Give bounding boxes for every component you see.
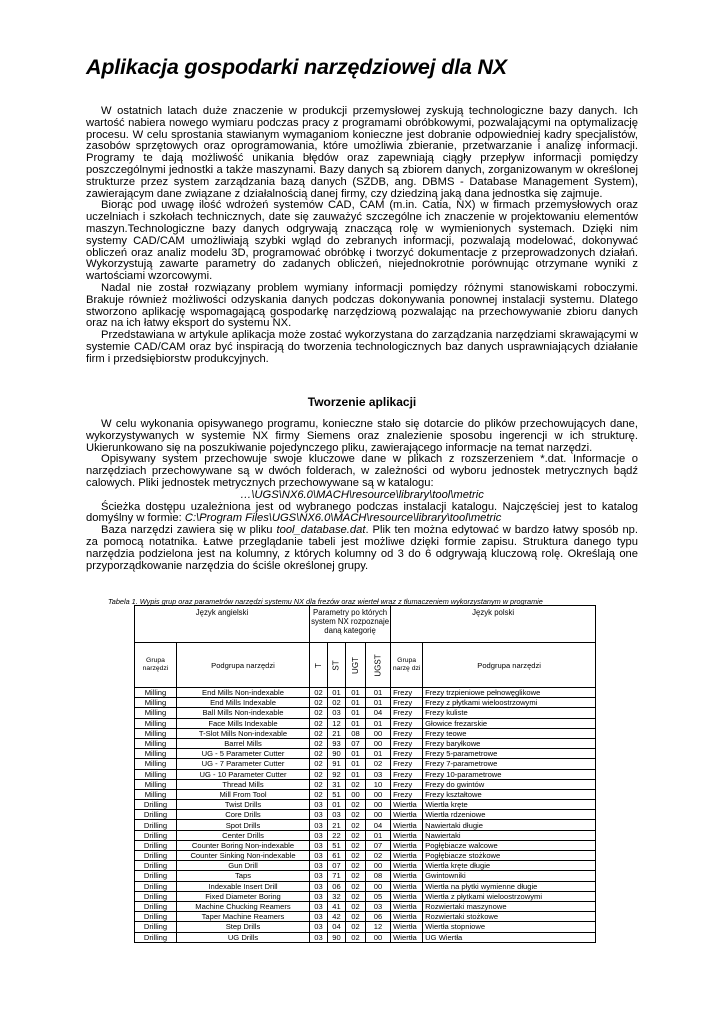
- cell-ugt: 01: [346, 769, 366, 779]
- cell-group-pl: Frezy: [391, 718, 423, 728]
- cell-ugt: 02: [346, 871, 366, 881]
- paragraph-4-text-a: Baza narzędzi zawiera się w pliku: [101, 524, 277, 537]
- table-row: [135, 688, 596, 698]
- cell-subgroup-pl: Rozwiertaki maszynowe: [423, 901, 596, 911]
- cell-t: 03: [310, 891, 328, 901]
- cell-group-pl: Wiertła: [391, 912, 423, 922]
- cell-subgroup-en: Mill From Tool: [177, 789, 310, 799]
- cell-ugst: 02: [365, 759, 390, 769]
- cell-t: 03: [310, 871, 328, 881]
- cell-ugt: 01: [346, 759, 366, 769]
- col-t: [310, 643, 328, 688]
- cell-subgroup-en: Indexable Insert Drill: [177, 881, 310, 891]
- cell-subgroup-en: Core Drills: [177, 810, 310, 820]
- cell-subgroup-en: UG - 7 Parameter Cutter: [177, 759, 310, 769]
- cell-group-pl: Frezy: [391, 708, 423, 718]
- cell-group-en: Milling: [135, 698, 177, 708]
- table-row: [135, 861, 596, 871]
- cell-subgroup-pl: Frezy trzpieniowe pełnowęglikowe: [423, 688, 596, 698]
- cell-subgroup-en: Spot Drills: [177, 820, 310, 830]
- cell-ugst: 02: [365, 851, 390, 861]
- cell-ugst: 00: [365, 738, 390, 748]
- cell-ugst: 01: [365, 830, 390, 840]
- cell-group-en: Milling: [135, 749, 177, 759]
- cell-ugt: 02: [346, 810, 366, 820]
- cell-group-pl: Wiertła: [391, 891, 423, 901]
- table-row: [135, 840, 596, 850]
- intro-paragraph-4: Przedstawiana w artykule aplikacja może zostać wykorzystana do zarządzania narzędziami skrawającymi w systemie CAD/CAM oraz być inspiracją do tworzenia technologicznych baz danych usprawniających działanie firm i przedsiębiorstw produkcyjnych.: [86, 329, 638, 365]
- tools-table: [134, 605, 596, 943]
- cell-st: 61: [328, 851, 346, 861]
- cell-t: 02: [310, 769, 328, 779]
- cell-st: 42: [328, 912, 346, 922]
- cell-subgroup-en: Barrel Mills: [177, 738, 310, 748]
- cell-subgroup-en: Taps: [177, 871, 310, 881]
- cell-ugt: 01: [346, 749, 366, 759]
- cell-ugst: 00: [365, 810, 390, 820]
- col-ugt: [346, 643, 366, 688]
- cell-subgroup-en: UG - 5 Parameter Cutter: [177, 749, 310, 759]
- cell-subgroup-en: Taper Machine Reamers: [177, 912, 310, 922]
- cell-subgroup-en: Ball Mills Non-indexable: [177, 708, 310, 718]
- intro-paragraph-1: W ostatnich latach duże znaczenie w produkcji przemysłowej zyskują technologiczne bazy danych. Ich wartość nabiera nowego wymiaru podczas pracy z programami obróbkowymi, pozwalającymi na optymalizację procesu. W celu sprostania stawianym wymaganiom konieczne jest dobranie odpowiedniej kadry specjalistów, zasobów sprzętowych oraz oprogramowania, które umożliwia zbieranie, przetwarzanie i analizę informacji. Programy te dają możliwość unikania błędów oraz zapewniają ciągły przepływ informacji pomiędzy poszczególnymi jednostki a także maszynami. Bazy danych są zbiorem danych, zorganizowanym w określonej strukturze przez system zarządzania bazą danych (SZDB, ang. DBMS - Database Management System), zawierającym dane związane z działalnością danej firmy, czy dziedziną jaką dana jednostka się zajmuje.: [86, 105, 638, 200]
- intro-paragraph-3: Nadal nie został rozwiązany problem wymiany informacji pomiędzy różnymi stanowiskami roboczymi. Brakuje również możliwości odzyskania danych podczas dokonywania ponownej instalacji systemu. Dlatego stworzono aplikację wspomagającą gospodarkę narzędziową pozwalając na przechowywanie zbioru danych oraz na ich łatwy eksport do systemu NX.: [86, 281, 638, 330]
- cell-subgroup-en: Counter Sinking Non-indexable: [177, 851, 310, 861]
- cell-group-pl: Wiertła: [391, 922, 423, 932]
- cell-st: 41: [328, 901, 346, 911]
- cell-ugt: 00: [346, 789, 366, 799]
- cell-st: 12: [328, 718, 346, 728]
- table-header-row-1: [135, 606, 596, 643]
- cell-subgroup-pl: Frezy 10-parametrowe: [423, 769, 596, 779]
- cell-subgroup-pl: Nawiertaki: [423, 830, 596, 840]
- table-row: [135, 881, 596, 891]
- cell-st: 92: [328, 769, 346, 779]
- cell-group-en: Milling: [135, 779, 177, 789]
- cell-subgroup-en: Thread Mills: [177, 779, 310, 789]
- section-paragraph-4: [86, 525, 638, 572]
- cell-t: 02: [310, 759, 328, 769]
- cell-t: 03: [310, 851, 328, 861]
- cell-ugst: 01: [365, 688, 390, 698]
- cell-st: 07: [328, 861, 346, 871]
- cell-group-en: Milling: [135, 688, 177, 698]
- cell-ugt: 02: [346, 800, 366, 810]
- table-row: [135, 698, 596, 708]
- cell-subgroup-en: T-Slot Mills Non-indexable: [177, 728, 310, 738]
- cell-ugst: 03: [365, 769, 390, 779]
- cell-t: 03: [310, 881, 328, 891]
- cell-group-pl: Frezy: [391, 779, 423, 789]
- table-row: [135, 800, 596, 810]
- cell-subgroup-pl: Frezy 7-parametrowe: [423, 759, 596, 769]
- cell-group-en: Milling: [135, 708, 177, 718]
- table-row: [135, 769, 596, 779]
- cell-ugt: 02: [346, 830, 366, 840]
- cell-group-pl: Frezy: [391, 769, 423, 779]
- table-row: [135, 738, 596, 748]
- cell-group-pl: Wiertła: [391, 800, 423, 810]
- cell-group-en: Drilling: [135, 851, 177, 861]
- table-header-row-2: [135, 643, 596, 688]
- cell-t: 03: [310, 810, 328, 820]
- cell-ugt: 01: [346, 718, 366, 728]
- cell-t: 03: [310, 932, 328, 942]
- cell-group-en: Milling: [135, 769, 177, 779]
- cell-t: 02: [310, 749, 328, 759]
- cell-ugt: 02: [346, 922, 366, 932]
- cell-st: 31: [328, 779, 346, 789]
- cell-subgroup-pl: Frezy 5-parametrowe: [423, 749, 596, 759]
- cell-ugt: 08: [346, 728, 366, 738]
- cell-subgroup-pl: Pogłębiacze walcowe: [423, 840, 596, 850]
- cell-group-en: Drilling: [135, 922, 177, 932]
- header-polish: Język polski: [391, 606, 596, 643]
- cell-group-pl: Frezy: [391, 688, 423, 698]
- table-row: [135, 932, 596, 942]
- cell-ugst: 01: [365, 718, 390, 728]
- cell-subgroup-pl: Frezy z płytkami wieloostrzowymi: [423, 698, 596, 708]
- table-row: [135, 891, 596, 901]
- cell-subgroup-en: Gun Drill: [177, 861, 310, 871]
- cell-group-en: Drilling: [135, 810, 177, 820]
- cell-ugt: 02: [346, 932, 366, 942]
- cell-subgroup-en: Face Mills Indexable: [177, 718, 310, 728]
- col-subgroup-pl: Podgrupa narzędzi: [423, 643, 596, 688]
- cell-t: 02: [310, 698, 328, 708]
- cell-group-en: Drilling: [135, 901, 177, 911]
- paragraph-3-text: Ścieżka dostępu uzależniona jest od wybranego podczas instalacji katalogu. Najczęściej jest to katalog domyślny w formie:: [86, 500, 638, 525]
- cell-t: 02: [310, 688, 328, 698]
- col-ugst-label: UGST: [373, 653, 383, 677]
- table-row: [135, 779, 596, 789]
- cell-ugt: 07: [346, 738, 366, 748]
- cell-group-pl: Wiertła: [391, 810, 423, 820]
- table-row: [135, 708, 596, 718]
- cell-st: 03: [328, 708, 346, 718]
- cell-group-en: Drilling: [135, 820, 177, 830]
- section-paragraph-3: [86, 502, 638, 526]
- table-row: [135, 728, 596, 738]
- cell-group-pl: Wiertła: [391, 901, 423, 911]
- cell-t: 02: [310, 779, 328, 789]
- tools-table-body: [135, 688, 596, 943]
- cell-ugst: 10: [365, 779, 390, 789]
- table-row: [135, 749, 596, 759]
- cell-st: 06: [328, 881, 346, 891]
- col-ugt-label: UGT: [350, 656, 360, 674]
- cell-t: 02: [310, 728, 328, 738]
- cell-ugt: 01: [346, 708, 366, 718]
- cell-subgroup-en: Machine Chucking Reamers: [177, 901, 310, 911]
- cell-group-en: Drilling: [135, 891, 177, 901]
- cell-ugst: 12: [365, 922, 390, 932]
- cell-group-en: Drilling: [135, 840, 177, 850]
- cell-subgroup-pl: Frezy baryłkowe: [423, 738, 596, 748]
- cell-ugst: 06: [365, 912, 390, 922]
- cell-st: 21: [328, 728, 346, 738]
- col-group-en: Grupa narzędzi: [135, 643, 177, 688]
- cell-st: 93: [328, 738, 346, 748]
- cell-group-pl: Frezy: [391, 698, 423, 708]
- metric-path-text: …\UGS\NX6.0\MACH\resource\library\tool\metric: [240, 488, 484, 501]
- cell-t: 03: [310, 901, 328, 911]
- cell-group-en: Drilling: [135, 912, 177, 922]
- cell-group-en: Milling: [135, 738, 177, 748]
- cell-ugst: 07: [365, 840, 390, 850]
- cell-ugst: 00: [365, 789, 390, 799]
- table-row: [135, 871, 596, 881]
- cell-group-pl: Frezy: [391, 738, 423, 748]
- cell-group-en: Milling: [135, 789, 177, 799]
- cell-subgroup-en: End Mills Indexable: [177, 698, 310, 708]
- cell-ugt: 01: [346, 688, 366, 698]
- cell-subgroup-pl: Wiertła z płytkami wieloostrzowymi: [423, 891, 596, 901]
- cell-ugt: 02: [346, 851, 366, 861]
- cell-st: 32: [328, 891, 346, 901]
- cell-group-pl: Wiertła: [391, 840, 423, 850]
- cell-subgroup-pl: Głowice frezarskie: [423, 718, 596, 728]
- cell-group-pl: Wiertła: [391, 881, 423, 891]
- cell-t: 03: [310, 922, 328, 932]
- cell-st: 02: [328, 698, 346, 708]
- cell-t: 03: [310, 861, 328, 871]
- cell-subgroup-pl: UG Wiertła: [423, 932, 596, 942]
- cell-t: 03: [310, 912, 328, 922]
- cell-ugt: 01: [346, 698, 366, 708]
- cell-subgroup-pl: Frezy teowe: [423, 728, 596, 738]
- paragraph-4-text-b: . Plik ten można edytować w bardzo łatwy sposób np. za pomocą notatnika. Łatwe przeglądanie tabeli jest możliwe dzięki formie zapisu. Struktura danego typu narzędzia podzielona jest na kolumny, z których kolumny od 3 do 6 odgrywają kluczową rolę. Określają one przyporządkowanie narzędzia do ściśle określonej grupy.: [86, 524, 639, 572]
- cell-group-pl: Wiertła: [391, 820, 423, 830]
- section-heading: Tworzenie aplikacji: [307, 395, 417, 409]
- cell-subgroup-pl: Wiertła na płytki wymienne długie: [423, 881, 596, 891]
- cell-group-en: Milling: [135, 728, 177, 738]
- cell-subgroup-en: UG Drills: [177, 932, 310, 942]
- cell-group-pl: Frezy: [391, 789, 423, 799]
- cell-ugst: 00: [365, 728, 390, 738]
- cell-subgroup-pl: Frezy kształtowe: [423, 789, 596, 799]
- cell-ugst: 08: [365, 871, 390, 881]
- cell-t: 02: [310, 789, 328, 799]
- cell-group-en: Drilling: [135, 932, 177, 942]
- cell-group-pl: Wiertła: [391, 932, 423, 942]
- database-filename: tool_database.dat: [276, 524, 366, 537]
- table-row: [135, 810, 596, 820]
- cell-group-en: Milling: [135, 718, 177, 728]
- cell-st: 04: [328, 922, 346, 932]
- cell-subgroup-en: Twist Drills: [177, 800, 310, 810]
- cell-subgroup-pl: Wiertła rdzeniowe: [423, 810, 596, 820]
- cell-ugst: 01: [365, 749, 390, 759]
- table-row: [135, 718, 596, 728]
- cell-ugst: 00: [365, 800, 390, 810]
- cell-ugt: 02: [346, 820, 366, 830]
- cell-subgroup-en: Counter Boring Non-indexable: [177, 840, 310, 850]
- table-row: [135, 830, 596, 840]
- cell-st: 21: [328, 820, 346, 830]
- cell-st: 51: [328, 840, 346, 850]
- page-title: Aplikacja gospodarki narzędziowej dla NX: [86, 55, 507, 79]
- col-group-pl: Grupa narzę dzi: [391, 643, 423, 688]
- cell-ugt: 02: [346, 861, 366, 871]
- cell-t: 02: [310, 708, 328, 718]
- cell-group-en: Drilling: [135, 830, 177, 840]
- cell-t: 02: [310, 718, 328, 728]
- cell-t: 03: [310, 830, 328, 840]
- cell-st: 01: [328, 688, 346, 698]
- intro-section: [86, 106, 638, 366]
- cell-group-en: Drilling: [135, 800, 177, 810]
- table-row: [135, 820, 596, 830]
- cell-ugst: 04: [365, 820, 390, 830]
- cell-st: 71: [328, 871, 346, 881]
- section-paragraph-1: W celu wykonania opisywanego programu, konieczne stało się dotarcie do plików przechowujących dane, wykorzystywanych w systemie NX firmy Siemens oraz znalezienie sposobu ingerencji w ich strukturę. Ukierunkowano się na poszukiwanie pojedynczego pliku, zawierającego informacje na temat narzędzi.: [86, 418, 638, 454]
- col-subgroup-en: Podgrupa narzędzi: [177, 643, 310, 688]
- cell-group-pl: Frezy: [391, 749, 423, 759]
- cell-group-pl: Frezy: [391, 728, 423, 738]
- cell-st: 91: [328, 759, 346, 769]
- header-params: Parametry po których system NX rozpoznaje daną kategorię: [310, 606, 391, 643]
- cell-subgroup-pl: Rozwiertaki stożkowe: [423, 912, 596, 922]
- intro-paragraph-2: Biorąc pod uwagę ilość wdrożeń systemów CAD, CAM (m.in. Catia, NX) w firmach przemysłowych oraz uczelniach i szkołach technicznych, date się zauważyć szczególne ich znaczenie w projektowaniu elementów maszyn.Technologiczne bazy danych odgrywają znaczącą rolę w wymienionych systemach. Dzięki nim systemy CAD/CAM umożliwiają szybki wgląd do zebranych informacji, pozwalają modelować, dokonywać obliczeń oraz analiz modelu 3D, programować obróbkę i tworzyć dokumentacje z przeprowadzonych działań. Wykorzystują zawarte parametry do zadanych obliczeń, niejednokrotnie porównując otrzymane wyniki z wartościami wzorcowymi.: [86, 199, 638, 283]
- cell-subgroup-en: Fixed Diameter Boring: [177, 891, 310, 901]
- cell-ugst: 01: [365, 698, 390, 708]
- header-english: Język angielski: [135, 606, 310, 643]
- cell-st: 01: [328, 800, 346, 810]
- section-paragraph-2: Opisywany system przechowuje swoje kluczowe dane w plikach z rozszerzeniem *.dat. Informacje o narzędziach przechowywane są w dwóch folderach, w zależności od wyboru jednostek metrycznych bądź calowych. Pliki jednostek metrycznych przechowywane są w katalogu:: [86, 453, 638, 489]
- cell-t: 02: [310, 738, 328, 748]
- table-row: [135, 851, 596, 861]
- cell-subgroup-pl: Nawiertaki długie: [423, 820, 596, 830]
- cell-group-pl: Wiertła: [391, 871, 423, 881]
- cell-ugst: 00: [365, 861, 390, 871]
- cell-ugt: 02: [346, 881, 366, 891]
- cell-subgroup-pl: Wiertła kręte długie: [423, 861, 596, 871]
- cell-subgroup-en: Center Drills: [177, 830, 310, 840]
- col-t-label: T: [313, 662, 323, 668]
- cell-subgroup-en: End Mills Non-indexable: [177, 688, 310, 698]
- cell-t: 03: [310, 840, 328, 850]
- table-caption: Tabela 1. Wypis grup oraz parametrów narzędzi systemu NX dla frezów oraz wierteł wraz z tłumaczeniem wykorzystanym w programie: [108, 597, 543, 606]
- table-row: [135, 789, 596, 799]
- table-row: [135, 912, 596, 922]
- col-st: [328, 643, 346, 688]
- table-row: [135, 759, 596, 769]
- cell-st: 03: [328, 810, 346, 820]
- cell-group-pl: Wiertła: [391, 830, 423, 840]
- cell-ugt: 02: [346, 840, 366, 850]
- cell-subgroup-pl: Frezy kuliste: [423, 708, 596, 718]
- table-row: [135, 901, 596, 911]
- cell-ugt: 02: [346, 891, 366, 901]
- cell-ugt: 02: [346, 912, 366, 922]
- cell-ugt: 02: [346, 779, 366, 789]
- cell-group-en: Drilling: [135, 881, 177, 891]
- table-row: [135, 922, 596, 932]
- col-st-label: ST: [331, 659, 341, 671]
- cell-subgroup-en: UG - 10 Parameter Cutter: [177, 769, 310, 779]
- cell-st: 51: [328, 789, 346, 799]
- cell-ugt: 02: [346, 901, 366, 911]
- cell-group-en: Milling: [135, 759, 177, 769]
- cell-st: 90: [328, 932, 346, 942]
- cell-t: 03: [310, 820, 328, 830]
- cell-ugst: 03: [365, 901, 390, 911]
- cell-group-en: Drilling: [135, 871, 177, 881]
- cell-group-en: Drilling: [135, 861, 177, 871]
- cell-ugst: 00: [365, 932, 390, 942]
- cell-st: 22: [328, 830, 346, 840]
- cell-subgroup-pl: Frezy do gwintów: [423, 779, 596, 789]
- cell-ugst: 00: [365, 881, 390, 891]
- cell-subgroup-pl: Wiertła kręte: [423, 800, 596, 810]
- cell-t: 03: [310, 800, 328, 810]
- cell-st: 90: [328, 749, 346, 759]
- cell-group-pl: Wiertła: [391, 851, 423, 861]
- cell-subgroup-pl: Gwintowniki: [423, 871, 596, 881]
- cell-group-pl: Frezy: [391, 759, 423, 769]
- cell-subgroup-pl: Pogłębiacze stożkowe: [423, 851, 596, 861]
- cell-ugst: 05: [365, 891, 390, 901]
- cell-ugst: 04: [365, 708, 390, 718]
- cell-group-pl: Wiertła: [391, 861, 423, 871]
- default-path: C:\Program Files\UGS\NX6.0\MACH\resource\library\tool\metric: [184, 512, 502, 525]
- cell-subgroup-en: Step Drills: [177, 922, 310, 932]
- section-body: [86, 419, 638, 572]
- col-ugst: [365, 643, 390, 688]
- cell-subgroup-pl: Wiertła stopniowe: [423, 922, 596, 932]
